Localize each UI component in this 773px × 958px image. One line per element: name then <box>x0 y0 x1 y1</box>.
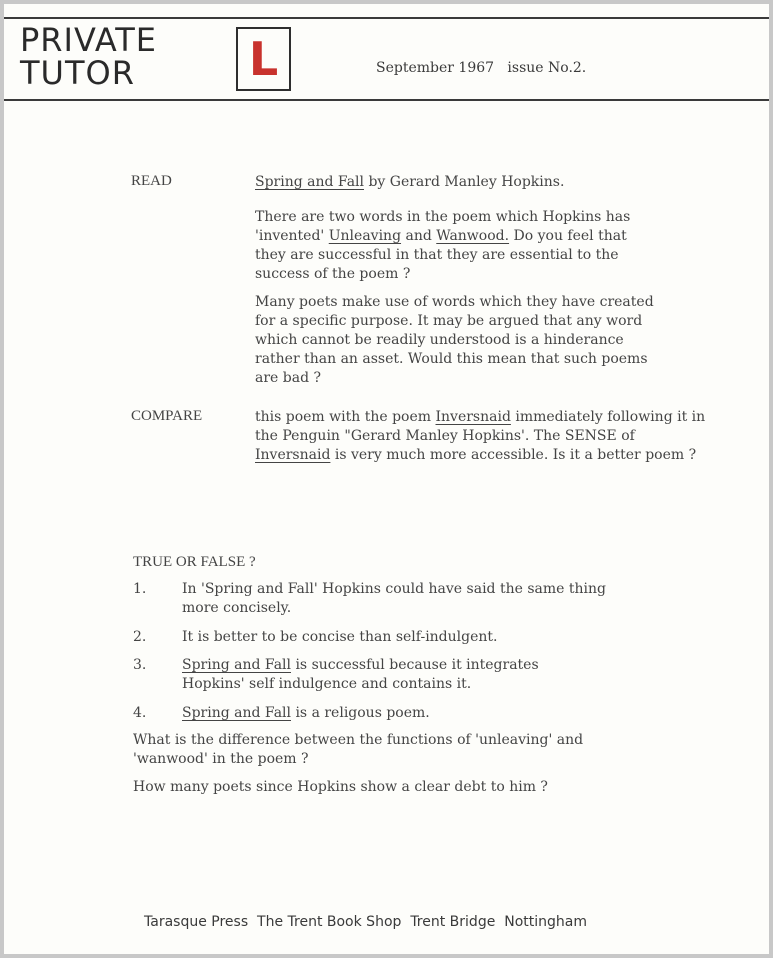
issue-number: issue No.2. <box>507 60 587 76</box>
item-number-3: 3. <box>133 657 147 673</box>
question-poets-debt: How many poets since Hopkins show a clear debt to him ? <box>133 779 548 795</box>
issue-date: September 1967 <box>376 60 495 76</box>
true-false-heading: TRUE OR FALSE ? <box>133 554 256 570</box>
statement-2-text: It is better to be concise than self-indulgent. <box>182 629 498 645</box>
poem-author: by Gerard Manley Hopkins. <box>364 174 565 190</box>
statement-3-lead: Spring and Fall <box>182 657 291 673</box>
header-top-rule <box>4 17 769 19</box>
statement-3 <box>182 656 682 694</box>
issue-info <box>376 60 586 76</box>
read-paragraph-1 <box>255 208 655 284</box>
read-label: READ <box>131 173 172 189</box>
poem-title: Spring and Fall <box>255 174 364 190</box>
item-number-1: 1. <box>133 581 147 597</box>
footer-publisher: Tarasque Press <box>144 914 249 930</box>
masthead-line-1: PRIVATE <box>20 21 157 59</box>
para1-text-a: There are two words in the poem which Hopkins has 'invented' <box>255 209 631 244</box>
logo-letter: L <box>248 32 279 86</box>
poem-inversnaid: Inversnaid <box>435 409 511 425</box>
statement-4 <box>182 704 682 723</box>
word-wanwood: Wanwood. <box>436 228 510 244</box>
compare-text-b: immediately following it in the Penguin "Gerard Manley Hopkins'. The SENSE of <box>255 409 706 444</box>
statement-4-text: is a religous poem. <box>291 705 430 721</box>
word-unleaving: Unleaving <box>328 228 402 244</box>
read-paragraph-2: Many poets make use of words which they have created for a specific purpose. It may be argued that any word which cannot be readily understood is a hinderance rather than an asset. Would this mean that such poems are bad ? <box>255 294 654 386</box>
header-bottom-rule <box>4 99 769 101</box>
footer-location: Trent Bridge <box>410 914 496 930</box>
compare-label: COMPARE <box>131 408 203 424</box>
statement-1 <box>182 580 682 618</box>
item-number-4: 4. <box>133 705 147 721</box>
compare-text-a: this poem with the poem <box>255 409 436 425</box>
learner-plate-logo <box>236 27 291 91</box>
item-number-2: 2. <box>133 629 147 645</box>
masthead-title <box>20 21 157 92</box>
statement-2 <box>182 628 682 647</box>
question-difference: What is the difference between the functions of 'unleaving' and 'wanwood' in the poem ? <box>133 732 584 767</box>
para1-text-b: Do you feel that they are successful in that they are essential to the success of the poem ? <box>255 228 627 282</box>
statement-3-text: is successful because it integrates Hopkins' self indulgence and contains it. <box>182 657 539 692</box>
publisher-footer <box>144 914 587 930</box>
para1-and: and <box>401 228 437 244</box>
compare-text-c: is very much more accessible. Is it a better poem ? <box>330 447 697 463</box>
read-heading <box>255 173 725 192</box>
statement-1-text: In 'Spring and Fall' Hopkins could have said the same thing more concisely. <box>182 581 606 616</box>
statement-4-lead: Spring and Fall <box>182 705 291 721</box>
footer-city: Nottingham <box>504 914 587 930</box>
masthead-line-2: TUTOR <box>20 54 135 92</box>
document-page <box>4 4 769 954</box>
compare-paragraph <box>255 408 710 465</box>
poem-inversnaid-2: Inversnaid <box>255 447 331 463</box>
footer-shop: The Trent Book Shop <box>257 914 402 930</box>
